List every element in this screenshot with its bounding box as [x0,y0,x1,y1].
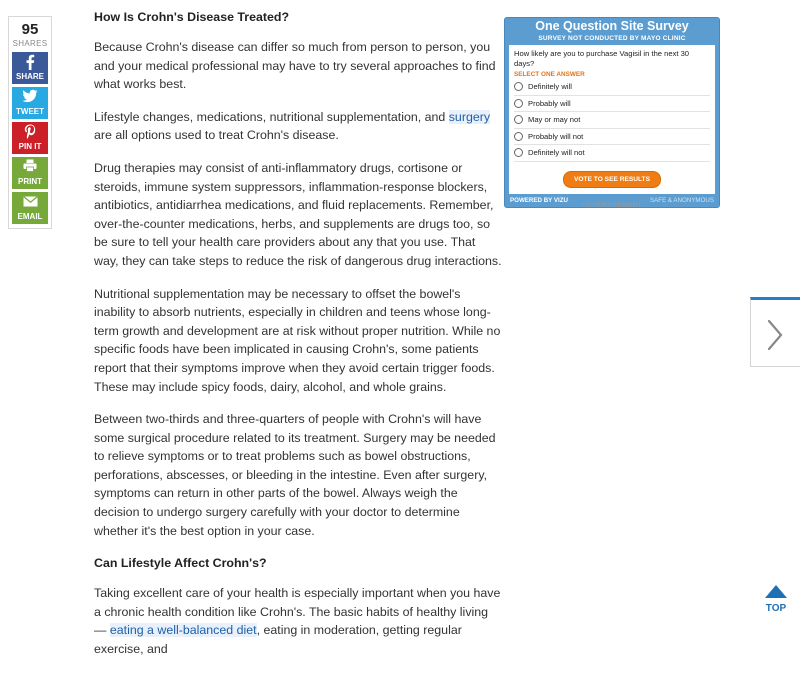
vote-button[interactable]: VOTE TO SEE RESULTS [563,171,661,188]
powered-by-label: POWERED BY VIZU [510,196,568,204]
paragraph-text: are all options used to treat Crohn's disease. [94,128,339,143]
share-count-label: SHARES [12,39,48,48]
section-heading-lifestyle: Can Lifestyle Affect Crohn's? [94,556,267,571]
safe-anonymous-label: SAFE & ANONYMOUS [650,196,714,204]
chevron-right-icon [765,318,785,352]
radio-icon[interactable] [514,132,523,141]
paragraph: Nutritional supplementation may be necessary to offset the bowel's inability to absorb nutrients, especially in children and teens whose long-term growth and development are at risk without proper nutrition. While no specific foods have been implicated in causing Crohn's, some patients report that their symptoms improve when they avoid certain trigger foods. These may include spicy foods, dairy, alcohol, and whole grains. [94,286,501,394]
survey-option[interactable] [514,96,710,113]
survey-question: How likely are you to purchase Vagisil in the next 30 days? [514,49,690,68]
twitter-icon [12,87,48,107]
survey-select-label: SELECT ONE ANSWER [514,71,585,78]
email-label: EMAIL [17,212,43,221]
pin-it-label: PIN IT [18,142,42,151]
surgery-link[interactable]: surgery [448,109,491,124]
back-to-top-button[interactable] [760,585,792,614]
advertisement-label: ADVERTISEMENT [582,202,642,209]
print-icon [12,157,48,177]
facebook-icon [12,52,48,72]
paragraph-text: Lifestyle changes, medications, nutritional supplementation, and [94,109,449,124]
next-page-button[interactable] [750,297,800,367]
survey-title: One Question Site Survey [535,19,689,33]
pinterest-icon [12,122,48,142]
paragraph [94,108,502,145]
print-button[interactable] [12,157,48,189]
paragraph-text: Taking excellent care of your health is especially important when you have a chronic health condition like Crohn's. The basic habits of healthy living — [94,586,501,638]
survey-option[interactable] [514,112,710,129]
section-heading-treatment: How Is Crohn's Disease Treated? [94,10,290,24]
paragraph-text: , eating in moderation, getting regular exercise, and [94,623,462,657]
facebook-share-button[interactable] [12,52,48,84]
survey-widget [504,17,720,208]
top-label: TOP [765,603,787,614]
share-label: SHARE [15,72,44,81]
survey-option[interactable] [514,129,710,146]
survey-option-label: Definitely will not [528,148,585,157]
survey-subtitle: SURVEY NOT CONDUCTED BY MAYO CLINIC [538,35,686,42]
vote-wrap [514,162,710,190]
survey-option-label: May or may not [528,115,581,124]
survey-option-label: Definitely will [528,82,572,91]
survey-option-label: Probably will not [528,131,584,141]
survey-option[interactable] [514,79,710,96]
tweet-label: TWEET [16,107,44,116]
share-count: 95 [21,21,39,38]
survey-option[interactable] [514,145,710,162]
radio-icon[interactable] [514,115,523,124]
print-label: PRINT [18,177,42,186]
survey-option-label: Probably will [528,98,571,108]
arrow-up-icon [765,585,787,598]
share-rail [8,16,52,229]
tweet-button[interactable] [12,87,48,119]
paragraph: Drug therapies may consist of anti-inflammatory drugs, cortisone or steroids, immune system suppressors, inflammation-response blockers, antibiotics, antidiarrhea medications, and fluid replacements. Remember, over-the-counter medications, herbs, and supplements are drugs too, so be sure to tell your health care providers about any that you use. That way, they can take steps to reduce the risk of dangerous drug interactions. [94,160,502,268]
balanced-diet-link[interactable]: eating a well-balanced diet [109,623,257,638]
radio-icon[interactable] [514,82,523,91]
survey-body [509,45,715,194]
paragraph: Because Crohn's disease can differ so much from person to person, you and your medical professional may have to try several approaches to find what works best. [94,40,496,92]
pin-it-button[interactable] [12,122,48,154]
paragraph: Between two-thirds and three-quarters of people with Crohn's will have some surgical procedure related to its treatment. Surgery may be needed to relieve symptoms or to treat problems such as bowel obstructions, perforations, abscesses, or bleeding in the intestine. Even after surgery, symptoms can return in other parts of the bowel. Always weigh the decision to undergo surgery carefully with your doctor to determine whether it's the best option in your case. [94,412,496,538]
email-button[interactable] [12,192,48,224]
radio-icon[interactable] [514,148,523,157]
email-icon [12,192,48,212]
radio-icon[interactable] [514,99,523,108]
article-body [94,8,502,673]
paragraph [94,584,502,658]
